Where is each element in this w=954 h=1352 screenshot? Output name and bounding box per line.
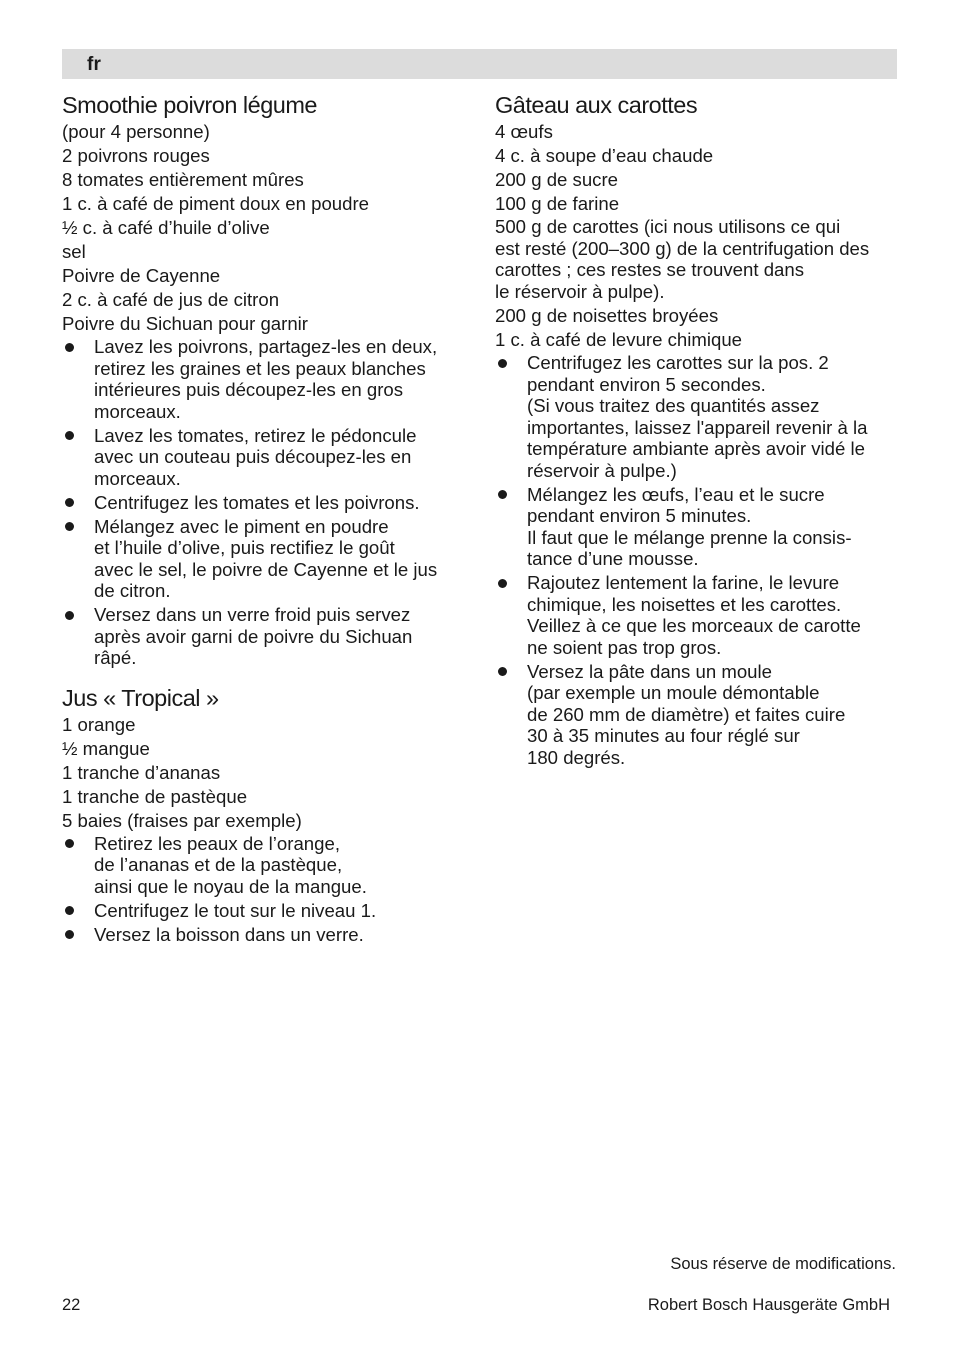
ingredients-smoothie xyxy=(62,120,467,336)
page-number: 22 xyxy=(62,1296,81,1314)
step-line: de l’ananas et de la pastèque, xyxy=(94,854,343,875)
footer-disclaimer: Sous réserve de modifications. xyxy=(670,1255,896,1273)
step-line: ainsi que le noyau de la mangue. xyxy=(94,875,367,897)
step-line: retirez les graines et les peaux blanches xyxy=(94,357,426,379)
step-line: réservoir à pulpe.) xyxy=(527,459,677,481)
bullet-icon xyxy=(65,906,74,915)
language-bar xyxy=(62,49,897,79)
step-item xyxy=(62,924,467,946)
step-item xyxy=(62,492,467,514)
step-line: Mélangez les œufs, l’eau et le sucre xyxy=(527,483,825,505)
ingredient: (pour 4 personne) xyxy=(62,121,210,142)
recipe-title-jus: Jus « Tropical » xyxy=(62,684,219,711)
step-line: température ambiante après avoir vidé le xyxy=(527,438,865,459)
step-item xyxy=(62,425,467,490)
ingredient: 200 g de noisettes broyées xyxy=(495,305,719,326)
step-item xyxy=(62,833,467,898)
step-line: tance d’une mousse. xyxy=(527,548,699,569)
section-jus-tropical xyxy=(62,683,467,946)
step-line: morceaux. xyxy=(94,400,181,422)
step-line: chimique, les noisettes et les carottes. xyxy=(527,593,842,615)
ingredients-gateau xyxy=(495,120,900,216)
ingredients-gateau-2 xyxy=(495,304,900,352)
step-line: Centrifugez les tomates et les poivrons. xyxy=(94,491,420,513)
step-line: râpé. xyxy=(94,647,137,668)
step-line: Il faut que le mélange prenne la consis- xyxy=(527,526,852,548)
step-item xyxy=(495,484,900,570)
bullet-icon xyxy=(65,431,74,440)
step-item xyxy=(495,572,900,658)
language-code: fr xyxy=(87,54,102,75)
bullet-icon xyxy=(498,579,507,588)
step-line: Versez la boisson dans un verre. xyxy=(94,923,364,945)
left-column xyxy=(62,90,467,948)
step-item xyxy=(62,516,467,602)
ingredient: 4 œufs xyxy=(495,121,553,142)
note-line: le réservoir à pulpe). xyxy=(495,280,665,302)
steps-gateau xyxy=(495,352,900,768)
ingredient: 4 c. à soupe d’eau chaude xyxy=(495,145,714,166)
step-line: avec le sel, le poivre de Cayenne et le jus xyxy=(94,558,438,580)
ingredient: Poivre de Cayenne xyxy=(62,265,221,286)
note-line: 500 g de carottes (ici nous utilisons ce qui xyxy=(495,216,841,237)
company-name: Robert Bosch Hausgeräte GmbH xyxy=(647,1296,890,1314)
step-line: (par exemple un moule démontable xyxy=(527,682,820,703)
ingredient: 100 g de farine xyxy=(495,193,620,214)
ingredient: 1 tranche d’ananas xyxy=(62,761,221,783)
ingredient: 1 tranche de pastèque xyxy=(62,785,248,807)
step-line: de 260 mm de diamètre) et faites cuire xyxy=(527,703,846,725)
bullet-icon xyxy=(498,359,507,368)
step-line: Rajoutez lentement la farine, le levure xyxy=(527,572,840,593)
bullet-icon xyxy=(65,343,74,352)
bullet-icon xyxy=(65,930,74,939)
step-line: intérieures puis découpez-les en gros xyxy=(94,379,404,400)
step-line: (Si vous traitez des quantités assez xyxy=(527,395,820,416)
step-line: Retirez les peaux de l’orange, xyxy=(94,832,340,854)
steps-jus xyxy=(62,833,467,946)
step-item xyxy=(62,900,467,922)
step-line: Lavez les poivrons, partagez-les en deux, xyxy=(94,336,438,357)
note-line: carottes ; ces restes se trouvent dans xyxy=(495,259,805,280)
step-item xyxy=(495,352,900,481)
ingredient: 1 orange xyxy=(62,713,136,735)
right-column xyxy=(495,90,900,771)
step-line: 30 à 35 minutes au four réglé sur xyxy=(527,725,800,746)
ingredient-note-carottes xyxy=(495,216,900,302)
step-line: après avoir garni de poivre du Sichuan xyxy=(94,625,413,647)
step-line: Veillez à ce que les morceaux de carotte xyxy=(527,615,861,636)
step-item xyxy=(62,336,467,422)
ingredient: ½ c. à café d’huile d’olive xyxy=(62,217,270,238)
ingredient: 1 c. à café de piment doux en poudre xyxy=(62,193,370,214)
step-line: avec un couteau puis découpez-les en xyxy=(94,446,412,467)
ingredient: ½ mangue xyxy=(62,737,150,759)
step-line: Centrifugez le tout sur le niveau 1. xyxy=(94,899,377,921)
step-line: importantes, laissez l'appareil revenir à la xyxy=(527,416,868,438)
ingredient: sel xyxy=(62,241,86,262)
ingredient: 5 baies (fraises par exemple) xyxy=(62,809,302,831)
ingredient: 2 poivrons rouges xyxy=(62,145,210,166)
step-line: morceaux. xyxy=(94,467,181,489)
bullet-icon xyxy=(65,611,74,620)
recipe-title-smoothie: Smoothie poivron légume xyxy=(62,92,317,118)
step-line: Mélangez avec le piment en poudre xyxy=(94,515,389,537)
step-line: Versez la pâte dans un moule xyxy=(527,660,772,682)
bullet-icon xyxy=(498,667,507,676)
bullet-icon xyxy=(65,522,74,531)
step-line: pendant environ 5 secondes. xyxy=(527,373,766,395)
note-line: est resté (200–300 g) de la centrifugation des xyxy=(495,237,870,259)
step-line: Lavez les tomates, retirez le pédoncule xyxy=(94,424,417,446)
step-line: Versez dans un verre froid puis servez xyxy=(94,604,411,625)
bullet-icon xyxy=(65,498,74,507)
ingredients-jus xyxy=(62,713,467,833)
step-line: ne soient pas trop gros. xyxy=(527,636,722,658)
ingredient: 2 c. à café de jus de citron xyxy=(62,289,280,310)
step-line: 180 degrés. xyxy=(527,746,626,768)
step-line: et l’huile d’olive, puis rectifiez le goût xyxy=(94,537,395,558)
ingredient: 8 tomates entièrement mûres xyxy=(62,169,304,190)
step-line: Centrifugez les carottes sur la pos. 2 xyxy=(527,352,829,373)
step-line: pendant environ 5 minutes. xyxy=(527,505,752,526)
ingredient: Poivre du Sichuan pour garnir xyxy=(62,313,308,334)
bullet-icon xyxy=(65,839,74,848)
step-item xyxy=(495,661,900,769)
step-item xyxy=(62,604,467,669)
recipe-title-gateau: Gâteau aux carottes xyxy=(495,92,698,118)
steps-smoothie xyxy=(62,336,467,669)
step-line: de citron. xyxy=(94,580,171,601)
ingredient: 200 g de sucre xyxy=(495,169,619,190)
bullet-icon xyxy=(498,490,507,499)
ingredient: 1 c. à café de levure chimique xyxy=(495,329,743,350)
